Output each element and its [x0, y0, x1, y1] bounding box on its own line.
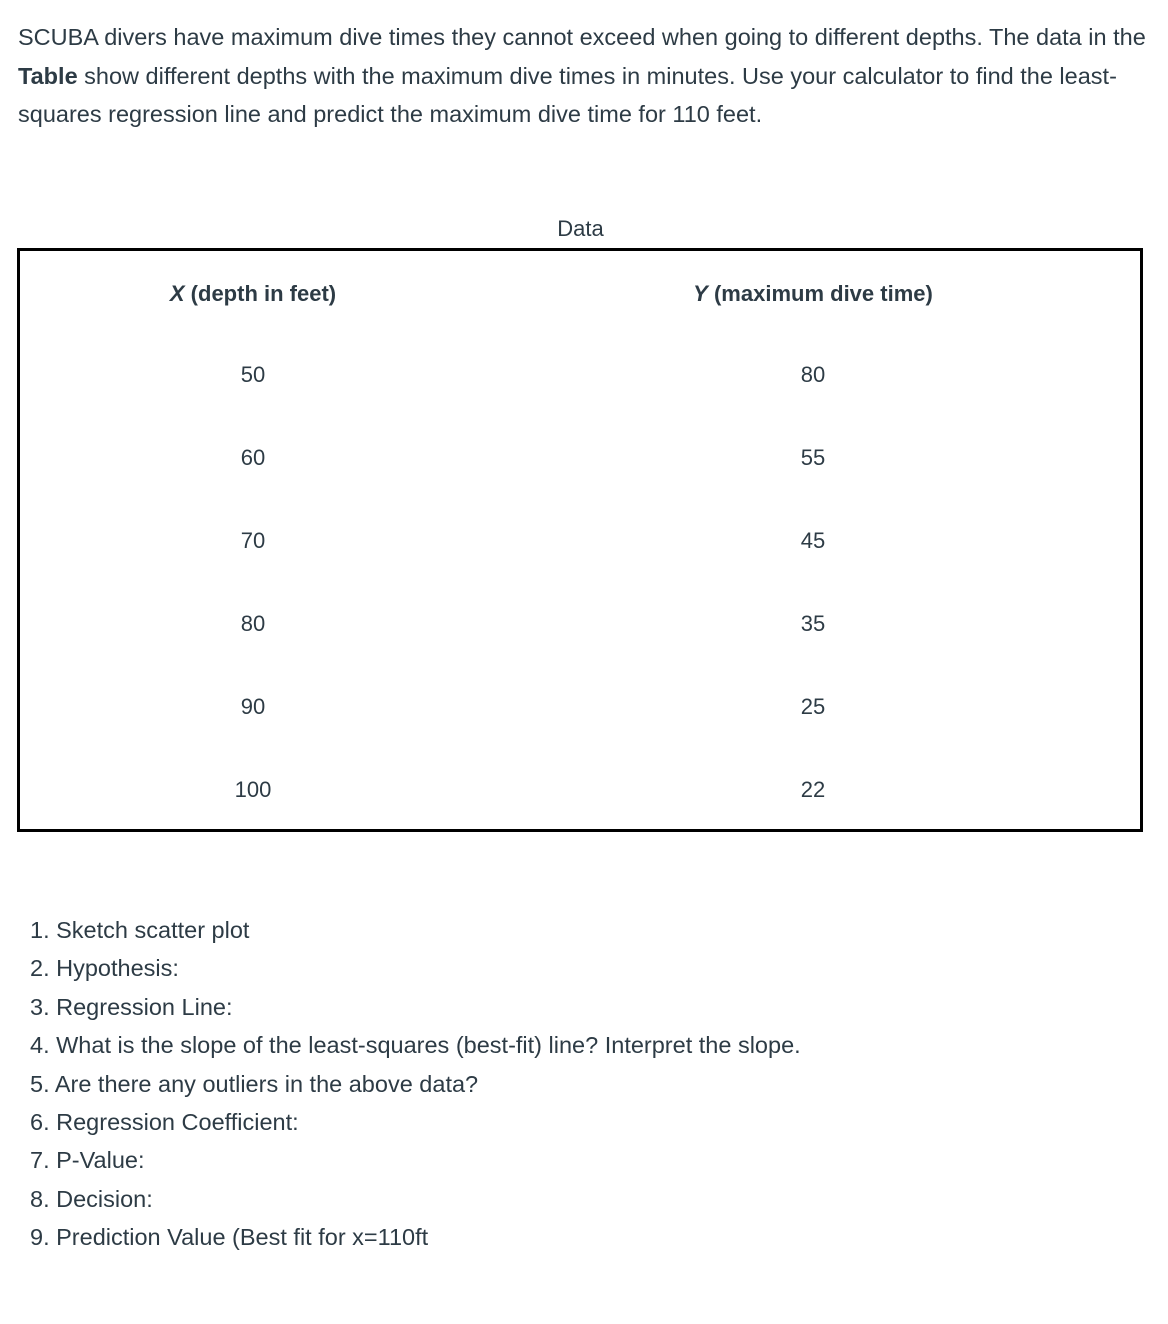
y-cell: 45 [800, 528, 826, 553]
y-header-label: (maximum dive time) [707, 281, 933, 306]
problem-statement [18, 18, 1153, 134]
x-cell: 60 [240, 445, 266, 470]
question-item: 2. Hypothesis: [30, 955, 179, 982]
y-variable: Y [693, 281, 708, 306]
y-column-header [693, 279, 933, 309]
x-variable: X [169, 281, 185, 306]
question-item: 6. Regression Coefficient: [30, 1109, 299, 1136]
question-item: 8. Decision: [30, 1185, 153, 1212]
x-column-header [170, 279, 336, 309]
question-item: 1. Sketch scatter plot [30, 917, 250, 943]
table-caption: Data [557, 216, 604, 241]
y-cell: 22 [800, 777, 826, 802]
question-item: 9. Prediction Value (Best fit for x=110ft [30, 1224, 429, 1251]
question-item: 4. What is the slope of the least-squares (best-fit) line? Interpret the slope. [30, 1032, 801, 1059]
y-cell: 55 [800, 445, 826, 470]
x-cell: 90 [240, 694, 266, 719]
data-table [17, 248, 1143, 832]
x-cell: 80 [240, 611, 266, 636]
x-cell: 50 [240, 362, 266, 387]
table-reference: Table [18, 62, 78, 89]
question-item: 5. Are there any outliers in the above data? [30, 1070, 479, 1097]
question-item: 3. Regression Line: [30, 993, 233, 1020]
y-cell: 25 [800, 694, 826, 719]
question-item: 7. P-Value: [30, 1147, 145, 1174]
x-cell: 70 [240, 528, 266, 553]
intro-text-start: SCUBA divers have maximum dive times they cannot exceed when going to different depths. The data in the [18, 24, 1146, 50]
x-header-label: (depth in feet) [184, 281, 337, 306]
y-cell: 80 [800, 362, 826, 387]
intro-text-end: show different depths with the maximum dive times in minutes. Use your calculator to find the least-squares regression line and predict the maximum dive time for 110 feet. [18, 62, 1117, 127]
y-cell: 35 [800, 611, 826, 636]
question-list [30, 911, 801, 1257]
x-cell: 100 [234, 777, 272, 802]
